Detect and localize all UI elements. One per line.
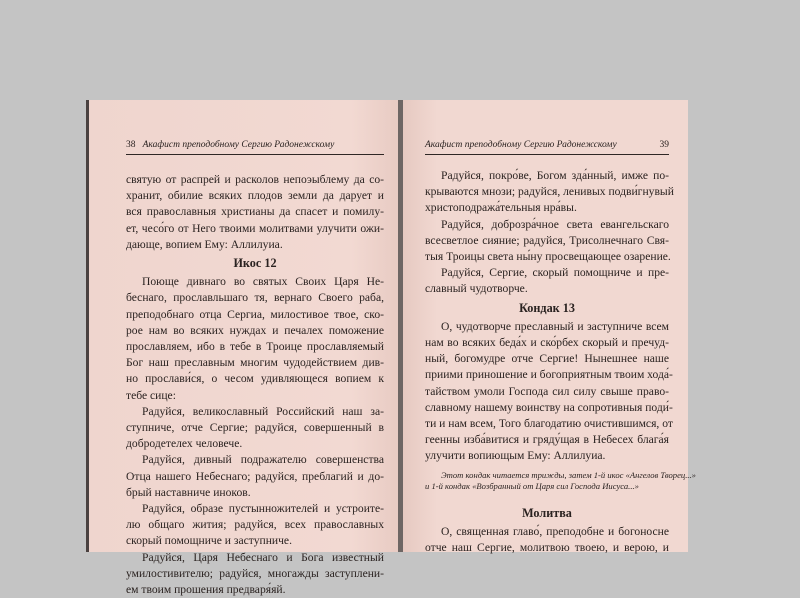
text-line: нам во всяких беда́х и ско́рбех скорый и пречуд- xyxy=(425,336,669,350)
text-line: святую от распрей и расколов непоэыблему да со- xyxy=(126,173,384,186)
text-line: Бог наш преславным многим чудодействием див- xyxy=(126,356,384,370)
text-line: ем твоим прошения предваря́яй. xyxy=(126,583,286,597)
left-page xyxy=(86,100,398,597)
text-line: хранит, обилие всяких плодов земли да дарует и xyxy=(126,189,384,203)
text-line: геенны изба́витися и гряду́щая в Небесех блага́я xyxy=(425,433,669,447)
text-line: улучити вопиющым Ему: Аллилуиа. xyxy=(425,449,606,463)
text-line: брый наставниче иноков. xyxy=(126,485,251,499)
right-running-head xyxy=(425,140,669,150)
left-header-rule xyxy=(126,154,384,155)
text-line: ный, богомудре отче Сергие! Нынешнее наше xyxy=(425,352,669,366)
text-line: Поюще дивнаго во святых Своих Царя Не- xyxy=(142,275,384,289)
text-line: ступниче, отче Сергие; радуйся, совершенный в xyxy=(126,421,384,435)
page-edge xyxy=(86,100,89,552)
text-line: отче наш Сергие, молитвою твоею, и верою, и xyxy=(425,541,669,555)
text-line: приими приношение и богоприятным твоим хода́- xyxy=(425,368,673,382)
rubric-note: и 1-й кондак «Возбранный от Царя сил Господа Иисуса...» xyxy=(425,481,639,492)
ikos-heading: Икос 12 xyxy=(233,256,277,271)
left-page-number: 38 xyxy=(126,140,136,150)
text-line: лю общаго жития; радуйся, всех православных xyxy=(126,518,384,532)
text-line: О, чудотворче преславный и заступниче всем xyxy=(441,319,669,333)
text-line: ти и нам всем, Того благодатию очистившимся, от xyxy=(425,417,673,431)
text-line: Радуйся, Царя Небеснаго и Бога известный xyxy=(142,550,384,564)
text-line: рое нам во всяких нуждах и печалех поможение xyxy=(126,323,384,337)
text-line: вся православныя христианы да спасет и помилу- xyxy=(126,205,384,219)
text-line: ет, чесо́го от Него твоими молитвами улучити ожи- xyxy=(126,221,384,235)
text-line: скорый помощниче и заступниче. xyxy=(126,534,292,548)
text-line: Радуйся, образе пустынножителей и устроите- xyxy=(142,502,384,516)
text-line: всесветлое сияние; радуйся, Трисолнечнаго Свя- xyxy=(425,233,669,247)
left-running-title: Акафист преподобному Сергию Радонежскому xyxy=(142,140,335,150)
kondak-heading: Кондак 13 xyxy=(519,300,575,315)
text-line: умилостивителю; радуйся, многажды заступлени- xyxy=(126,566,384,580)
right-page-number: 39 xyxy=(659,140,669,150)
text-line: славный чудотворче. xyxy=(425,282,528,296)
text-line: преподобнаго отца Сергиа, милостивое твое, ско- xyxy=(126,307,384,321)
text-line: Отца нашего Небеснаго; радуйся, преблагий и до- xyxy=(126,469,384,483)
text-line: беснаго, прославльшаго тя, вернаго Своего раба, xyxy=(126,291,384,305)
text-line: Радуйся, доброзра́чное света евангельскаго xyxy=(441,217,669,231)
text-line: крываются мнози; радуйся, ленивых подви́гнувый xyxy=(425,185,674,199)
text-line: добродетелех человече. xyxy=(126,437,243,451)
text-line: Радуйся, дивный подражателю совершенства xyxy=(142,453,384,467)
open-book xyxy=(86,100,696,597)
right-header-rule xyxy=(425,154,669,155)
text-line: но прослави́ся, о чесом удивляющеся вопием к xyxy=(126,372,384,386)
text-line: Радуйся, покро́ве, Богом зда́нный, имже по- xyxy=(441,169,669,182)
left-text-block xyxy=(126,172,384,598)
text-line: христоподража́тельныя нра́вы. xyxy=(425,201,577,215)
right-page xyxy=(403,100,696,555)
text-line: славному нашему воинству на сопротивныя поди́- xyxy=(425,400,673,414)
right-running-title: Акафист преподобному Сергию Радонежскому xyxy=(425,140,617,150)
rubric-note: Этот кондак читается трижды, затем 1-й икос «Ангелов Творец...» xyxy=(441,469,696,480)
text-line: тыя Троицы света ны́ну просвещающее озарение. xyxy=(425,250,671,264)
left-running-head xyxy=(126,140,334,150)
text-line: О, священная главо́, преподобне и богоносне xyxy=(441,524,669,538)
text-line: Радуйся, великославный Российский наш за- xyxy=(142,404,384,418)
text-line: прославляем, ибо в тебе в Троице прославляемый xyxy=(126,340,384,354)
right-text-block xyxy=(425,168,696,556)
text-line: дающе, вопием Ему: Аллилуиа. xyxy=(126,237,283,251)
text-line: Радуйся, Сергие, скорый помощниче и пре- xyxy=(441,266,669,280)
prayer-heading: Молитва xyxy=(522,505,572,520)
text-line: тебе сице: xyxy=(126,388,176,402)
text-line: тайством умоли Господа сил силу свыше право- xyxy=(425,384,669,398)
